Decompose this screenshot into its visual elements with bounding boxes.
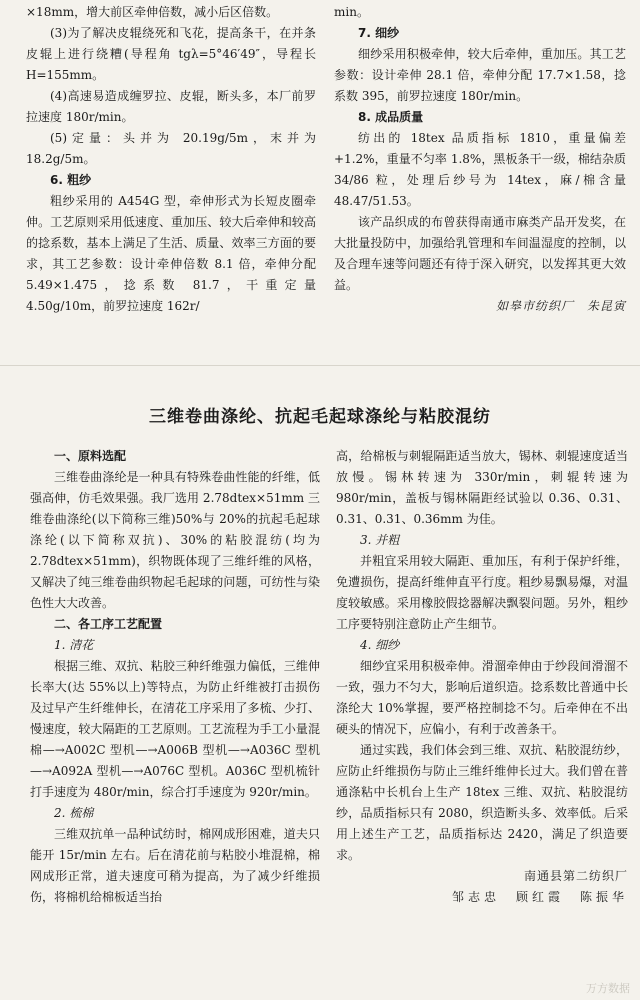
paragraph: 根据三维、双抗、粘胶三种纤维强力偏低，三维伸长率大(达 55%以上)等特点，为防止纤维被打击损伤及过早产生纤维伸长，在清花工序采用了多梳、少打、慢速度，较大隔距的工艺原则。工艺流程为手工小量混棉—→A002C 型机—→A006B 型机—→A036C 型机—→A092A 型机—→A076C 型机。A036C 型机梳针打手速度为 480r/min，综合打手速度为 920r/min。 [30,659,320,799]
paragraph: 细纱宜采用积极牵伸。滑溜牵伸由于纱段间滑溜不一致，强力不匀大，影响后道织造。捻系数比普通中长涤纶大 10%掌握，要严格控制捻不匀。后牵伸在不出硬头的情况下，应偏小，有利于改善条干。 [336,659,628,736]
paragraph: 三维双抗单一品种试纺时，棉网成形困难，道夫只能开 15r/min 左右。后在清花前与粘胶小堆混棉，棉网成形正常，道夫速度可稍为提高，为了减少纤维损伤，将棉机给棉板适当抬 [30,827,320,904]
paragraph: 高，给棉板与刺辊隔距适当放大，锡林、刺辊速度适当放慢。锡林转速为 330r/min，刺辊转速为 980r/min，盖板与锡林隔距经试验以 0.36、0.31、0.31、0.31、0.36mm 为佳。 [336,449,628,526]
paragraph: 并粗宜采用较大隔距、重加压，有利于保护纤维，免遭损伤，提高纤维伸直平行度。粗纱易飘易爆，对温度较敏感。采用橡胶假捻器解决飘裂问题。另外，粗纱工序要特别注意防止产生细节。 [336,554,628,631]
watermark: 万方数据 [586,982,630,995]
divider [0,365,640,366]
section-heading: 6. 粗纱 [50,173,92,187]
subsection-heading: 3. 并粗 [360,533,400,547]
paragraph: (4)高速易造成缠罗拉、皮辊，断头多，本厂前罗拉速度 180r/min。 [26,89,316,124]
subsection-heading: 1. 清花 [54,638,94,652]
top-right-column [334,2,626,317]
subsection-heading: 2. 梳棉 [54,806,94,820]
section-heading: 一、原料选配 [54,449,127,463]
paragraph: ×18mm，增大前区牵伸倍数，减小后区倍数。 [26,5,279,19]
paragraph: (3)为了解决皮辊绕死和飞花，提高条干，在并条皮辊上进行绕糟(导程角 tgλ=5°46′49″，导程长 H=155mm。 [26,26,316,82]
paragraph: (5)定量：头并为 20.19g/5m，末并为 18.2g/5m。 [26,131,316,166]
paragraph: 通过实践，我们体会到三维、双抗、粘胶混纺纱，应防止纤维损伤与防止三维纤维伸长过大。我们曾在普通涤粘中长机台上生产 18tex 三维、双抗、粘胶混纺纱，品质指标只有 2080，织造断头多、效率低。后采用上述生产工艺，品质指标达 2420，满足了织造要求。 [336,743,628,862]
top-left-column [26,2,316,317]
paragraph: 三维卷曲涤纶是一种具有特殊卷曲性能的纤维，低强高伸，仿毛效果强。我厂选用 2.78dtex×51mm 三维卷曲涤纶(以下简称三维)50%与 20%的抗起毛起球涤纶(以下简称双抗)、30%的粘胶混纺(均为 2.78dtex×51mm)，织物既体现了三维纤维的风格，又解决了纯三维卷曲织物起毛起球的问题，可纺性与染色性大大改善。 [30,470,320,610]
bottom-right-column [336,446,628,908]
paragraph: 细纱采用积极牵伸，较大后牵伸，重加压。其工艺参数：设计牵伸 28.1 倍，牵伸分配 17.7×1.58，捻系数 395，前罗拉速度 180r/min。 [334,47,626,103]
paragraph: 纺出的 18tex 品质指标 1810，重量偏差+1.2%，重量不匀率 1.8%，黑板条干一级，棉结杂质 34/86 粒，处理后纱号为 14tex，麻/棉含量 48.47/51.53。 [334,131,626,208]
author-affiliation: 南通县第二纺织厂 [523,869,628,883]
subsection-heading: 4. 细纱 [360,638,400,652]
paragraph: 该产品织成的布曾获得南通市麻类产品开发奖，在大批量投防中，加强给乳管理和车间温湿度的控制，以及合理车速等问题还有待于深入研究，以发挥其更大效益。 [334,215,626,292]
section-heading: 二、各工序工艺配置 [54,617,163,631]
article-title: 三维卷曲涤纶、抗起毛起球涤纶与粘胶混纺 [149,407,491,427]
author-signature: 如皋市纺织厂 朱昆寅 [495,299,626,313]
section-heading: 8. 成品质量 [358,110,424,124]
paragraph: min。 [334,5,369,19]
section-heading: 7. 细纱 [358,26,400,40]
paragraph: 粗纱采用的 A454G 型，牵伸形式为长短皮圈牵伸。工艺原则采用低速度、重加压、较大后牵伸和较高的捻系数，基本上满足了生活、质量、效率三方面的要求，其工艺参数：设计牵伸倍数 8.1 倍，牵伸分配 5.49×1.475，捻系数 81.7，干重定量 4.50g/10m，前罗拉速度 162r/ [26,194,316,313]
author-names: 邹志忠 顾红霞 陈振华 [451,890,628,904]
bottom-left-column [30,446,320,908]
